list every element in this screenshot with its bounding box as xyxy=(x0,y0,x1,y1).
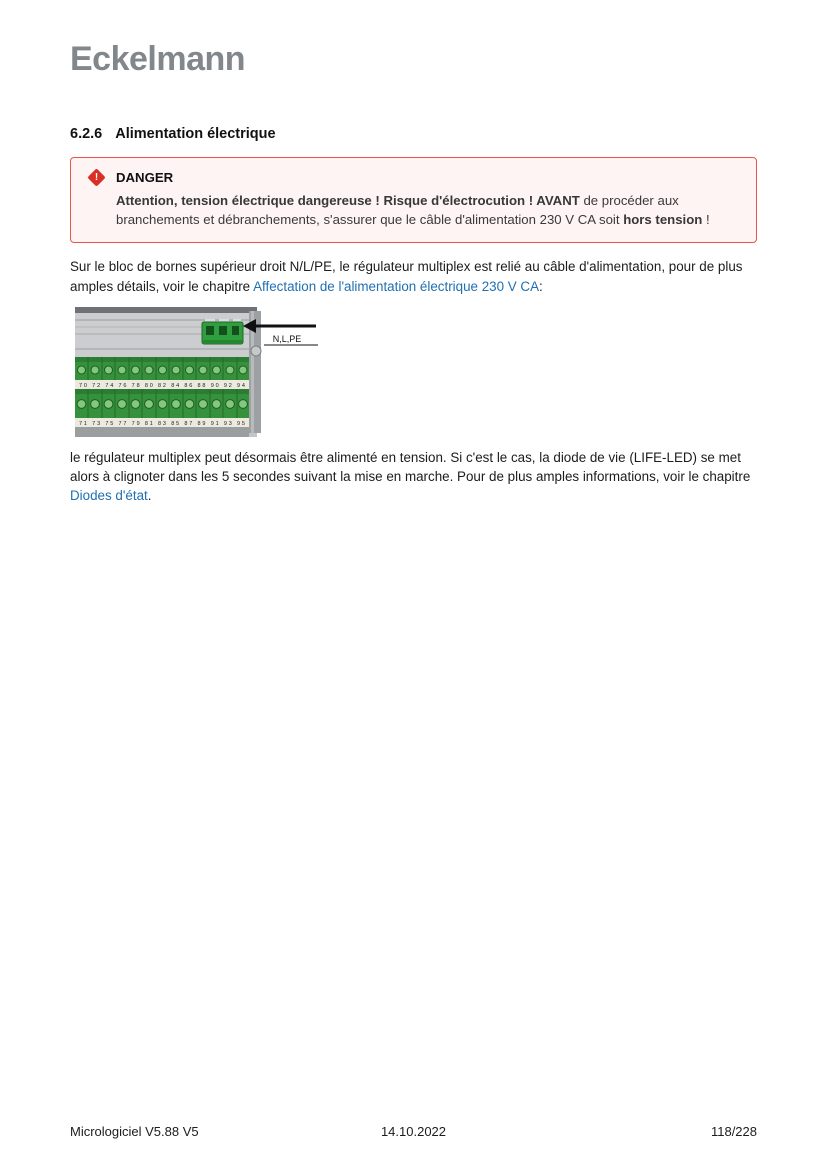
eckelmann-logo: Eckelmann xyxy=(70,40,246,78)
danger-header xyxy=(87,169,740,186)
danger-normal-2: ! xyxy=(702,211,710,227)
danger-title: DANGER xyxy=(116,170,174,185)
danger-bold-2: hors tension xyxy=(623,211,703,227)
terminal-row-1 xyxy=(75,357,249,380)
paragraph-power-colon: : xyxy=(539,278,543,294)
terminal-row-2 xyxy=(75,389,249,418)
link-diodes-etat[interactable]: Diodes d'état xyxy=(70,488,148,504)
danger-bold-1: Attention, tension électrique dangereuse ! Risque d'électrocution ! AVANT xyxy=(116,193,580,208)
paragraph-life-led-text: le régulateur multiplex peut désormais être alimenté en tension. Si c'est le cas, la diode de vie (LIFE-LED) se met alors à clignoter dans les 5 secondes suivant la mise en marche. Pour de plus amples informations, voir le chapitre xyxy=(70,449,751,484)
section-heading xyxy=(70,126,757,142)
arrow-label: N,L,PE xyxy=(272,333,302,344)
paragraph-power-supply xyxy=(70,257,757,295)
device-photo xyxy=(75,305,325,439)
paragraph-power-text: Sur le bloc de bornes supérieur droit N/L/PE, le régulateur multiplex est relié au câble d'alimentation, pour de plus amples détails, voir le chapitre xyxy=(70,259,743,294)
arrow-icon xyxy=(243,319,316,333)
footer-firmware-version: Micrologiciel V5.88 V5 xyxy=(70,1124,199,1139)
terminal-numbers-strip-2 xyxy=(75,418,249,427)
paragraph-life-led-period: . xyxy=(147,488,152,504)
device-figure xyxy=(75,305,325,439)
footer xyxy=(70,1124,757,1139)
danger-body-text xyxy=(116,192,740,229)
terminal-numbers-strip-1 xyxy=(75,380,249,389)
link-affectation-230vca[interactable]: Affectation de l'alimentation électrique 230 V CA xyxy=(253,278,540,294)
danger-box xyxy=(70,157,757,243)
svg-text:71 73 75 77 79 81 83 85 87 89: 71 73 75 77 79 81 83 85 87 89 91 93 95 xyxy=(79,420,245,427)
danger-warning-icon: ! xyxy=(87,168,105,186)
footer-date: 14.10.2022 xyxy=(380,1124,447,1139)
nlpe-connector xyxy=(202,319,243,344)
section-title: Alimentation électrique xyxy=(115,126,276,142)
danger-normal-1: de procéder aux branchements et débranchements, s'assurer que le câble d'alimentation 230 V CA soit xyxy=(116,193,679,227)
device-base xyxy=(75,427,249,437)
footer-page-number: 118/228 xyxy=(710,1124,757,1139)
page-content xyxy=(70,126,757,505)
svg-text:70 72 74 76 78 80 82 84 86 88: 70 72 74 76 78 80 82 84 86 88 90 92 94 xyxy=(79,382,245,389)
paragraph-life-led xyxy=(70,448,757,505)
section-number: 6.2.6 xyxy=(70,126,103,142)
